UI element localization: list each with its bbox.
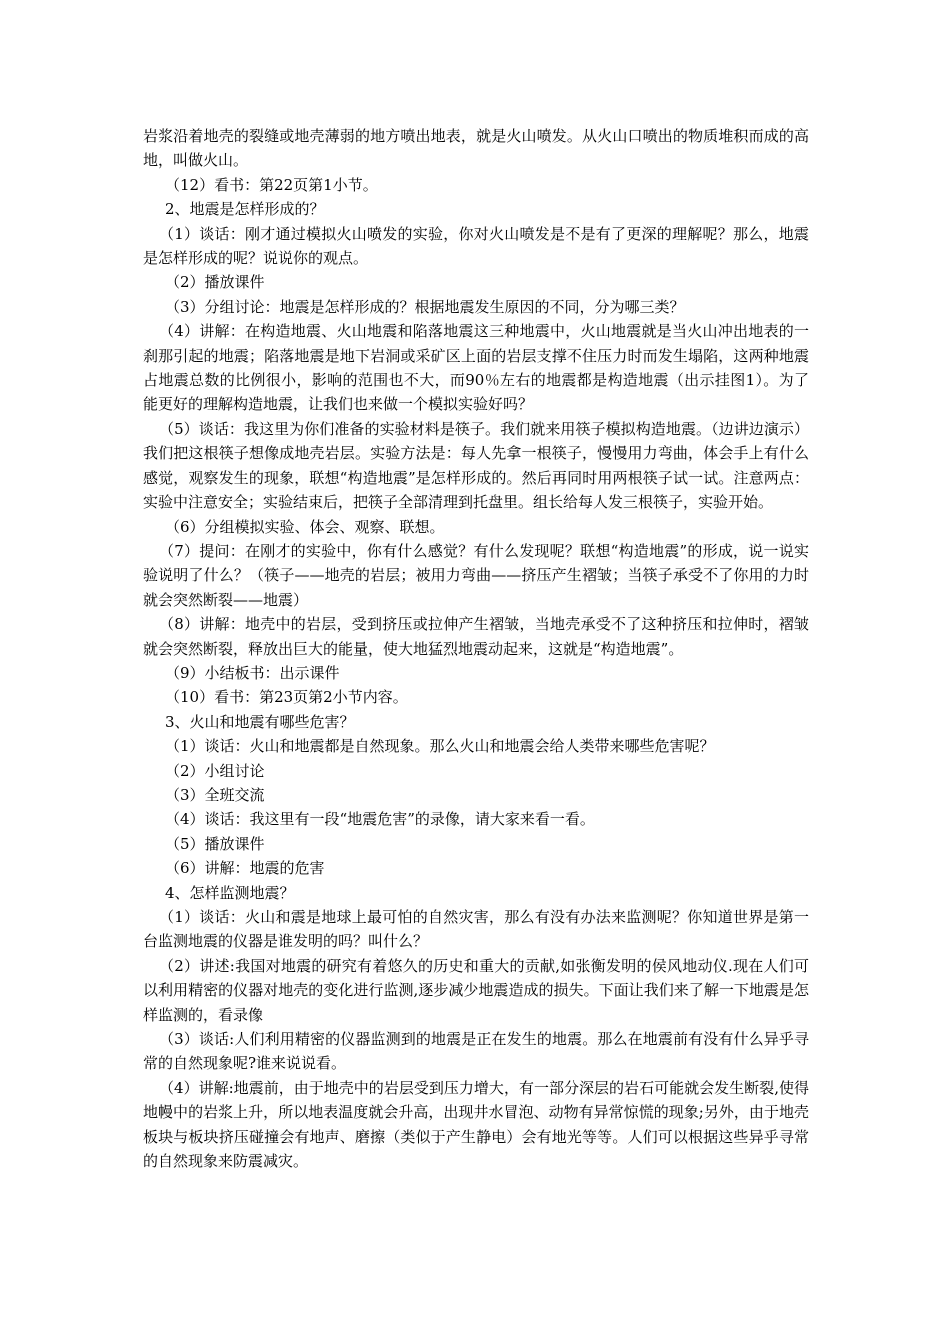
paragraph-hazard-group-2: （2）小组讨论 bbox=[165, 761, 265, 780]
paragraph-read-book-12: （12）看书：第22页第1小节。 bbox=[165, 175, 378, 194]
paragraph-monitor-explain-4: （4）讲解:地震前，由于地壳中的岩层受到压力增大，有一部分深层的岩石可能就会发生断裂,使得地幔中的岩浆上升，所以地表温度就会升高，出现井水冒泡、动物有异常惊慌的现象;另外，由于地壳板块与板块挤压碰撞会有地声、磨擦（类似于产生静电）会有地光等等。人们可以根据这些异乎寻常的自然现象来防震减灾。 bbox=[143, 1078, 809, 1171]
paragraph-hazard-explain-6: （6）讲解：地震的危害 bbox=[165, 859, 325, 878]
paragraph-volcano-definition: 岩浆沿着地壳的裂缝或地壳薄弱的地方喷出地表，就是火山喷发。从火山口喷出的物质堆积而成的高地，叫做火山。 bbox=[143, 127, 809, 170]
paragraph-monitor-talk-3: （3）谈话:人们利用精密的仪器监测到的地震是正在发生的地震。那么在地震前有没有什么异乎寻常的自然现象呢?谁来说说看。 bbox=[143, 1030, 809, 1073]
paragraph-hazard-courseware-5: （5）播放课件 bbox=[165, 834, 265, 853]
paragraph-question-7: （7）提问：在刚才的实验中，你有什么感觉？有什么发现呢？联想“构造地震”的形成，说一说实验说明了什么？（筷子——地壳的岩层；被用力弯曲——挤压产生褶皱；当筷子承受不了你用的力时就会突然断裂——地震） bbox=[143, 541, 809, 609]
paragraph-hazard-class-3: （3）全班交流 bbox=[165, 785, 265, 804]
paragraph-group-discussion-3: （3）分组讨论：地震是怎样形成的？根据地震发生原因的不同，分为哪三类？ bbox=[165, 297, 685, 316]
paragraph-monitor-talk-1: （1）谈话：火山和震是地球上最可怕的自然灾害，那么有没有办法来监测呢？你知道世界是第一台监测地震的仪器是谁发明的吗？叫什么？ bbox=[143, 908, 809, 951]
paragraph-read-book-10: （10）看书：第23页第2小节内容。 bbox=[165, 688, 408, 707]
paragraph-hazard-video-4: （4）谈话：我这里有一段“地震危害”的录像，请大家来看一看。 bbox=[165, 810, 595, 829]
paragraph-play-courseware-2: （2）播放课件 bbox=[165, 273, 265, 292]
paragraph-explanation-8: （8）讲解：地壳中的岩层，受到挤压或拉伸产生褶皱，当地壳承受不了这种挤压和拉伸时，褶皱就会突然断裂，释放出巨大的能量，使大地猛烈地震动起来，这就是“构造地震”。 bbox=[143, 615, 809, 658]
paragraph-explanation-4: （4）讲解：在构造地震、火山地震和陷落地震这三种地震中，火山地震就是当火山冲出地表的一刹那引起的地震；陷落地震是地下岩洞或采矿区上面的岩层支撑不住压力时而发生塌陷，这两种地震占地震总数的比例很小，影响的范围也不大，而90％左右的地震都是构造地震（出示挂图1）。为了能更好的理解构造地震，让我们也来做一个模拟实验好吗？ bbox=[143, 322, 809, 414]
document-page bbox=[143, 124, 809, 1173]
paragraph-talk-1: （1）谈话：刚才通过模拟火山喷发的实验，你对火山喷发是不是有了更深的理解呢？那么，地震是怎样形成的呢？说说你的观点。 bbox=[143, 224, 809, 268]
paragraph-hazard-talk-1: （1）谈话：火山和地震都是自然现象。那么火山和地震会给人类带来哪些危害呢？ bbox=[165, 737, 715, 756]
paragraph-group-experiment-6: （6）分组模拟实验、体会、观察、联想。 bbox=[165, 517, 445, 536]
paragraph-talk-5: （5）谈话：我这里为你们准备的实验材料是筷子。我们就来用筷子模拟构造地震。（边讲边演示）我们把这根筷子想像成地壳岩层。实验方法是：每人先拿一根筷子，慢慢用力弯曲，体会手上有什么感觉，观察发生的现象，联想“构造地震”是怎样形成的。然后再同时用两根筷子试一试。注意两点：实验中注意安全；实验结束后，把筷子全部清理到托盘里。组长给每人发三根筷子，实验开始。 bbox=[143, 419, 809, 512]
paragraph-summary-9: （9）小结板书：出示课件 bbox=[165, 663, 340, 682]
section-heading-3: 3、火山和地震有哪些危害？ bbox=[165, 712, 355, 731]
paragraph-monitor-narrate-2: （2）讲述:我国对地震的研究有着悠久的历史和重大的贡献,如张衡发明的侯风地动仪.现在人们可以利用精密的仪器对地壳的变化进行监测,逐步减少地震造成的损失。下面让我们来了解一下地震是怎样监测的，看录像 bbox=[143, 956, 809, 1024]
section-heading-4: 4、怎样监测地震？ bbox=[165, 883, 295, 902]
section-heading-2: 2、地震是怎样形成的？ bbox=[165, 200, 325, 219]
